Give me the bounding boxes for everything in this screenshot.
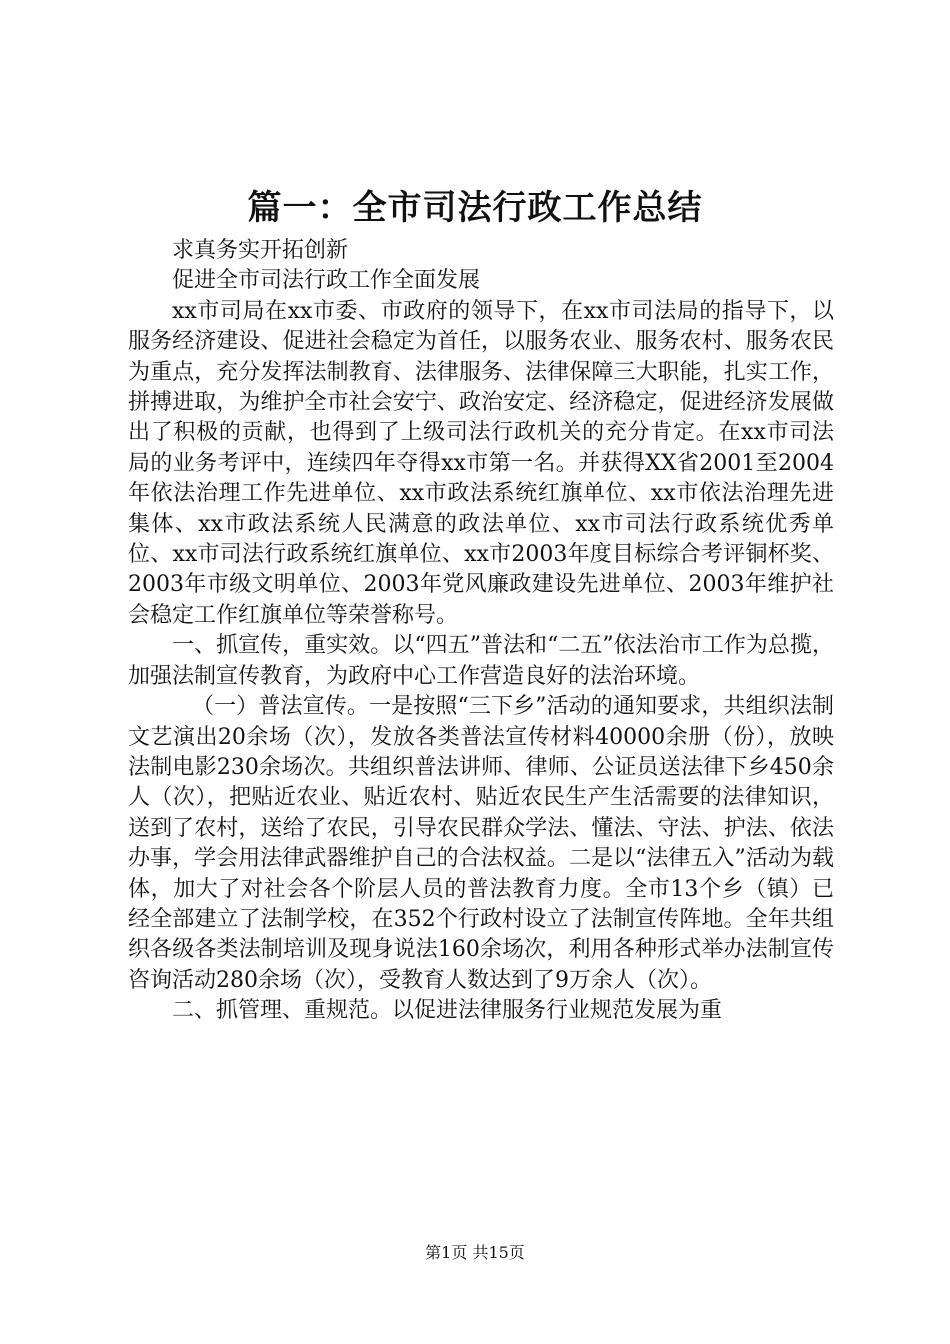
paragraph-section-1: 一、抓宣传，重实效。以“四五”普法和“二五”依法治市工作为总揽，加强法制宣传教育，为政府中心工作营造良好的法治环境。: [128, 633, 834, 689]
document-body: [128, 236, 834, 1027]
paragraph-section-2: 二、抓管理、重规范。以促进法律服务行业规范发展为重: [172, 998, 723, 1024]
document-title: 篇一：全市司法行政工作总结: [247, 188, 703, 228]
paragraph-intro: xx市司局在xx市委、市政府的领导下，在xx市司法局的指导下，以服务经济建设、促进社会稳定为首任，以服务农业、服务农村、服务农民为重点，充分发挥法制教育、法律服务、法律保障三大职能，扎实工作，拼搏进取，为维护全市社会安宁、政治安定、经济稳定，促进经济发展做出了积极的贡献，也得到了上级司法行政机关的充分肯定。在xx市司法局的业务考评中，连续四年夺得xx市第一名。并获得XX省2001至2004年依法治理工作先进单位、xx市政法系统红旗单位、xx市依法治理先进集体、xx市政法系统人民满意的政法单位、xx市司法行政系统优秀单位、xx市司法行政系统红旗单位、xx市2003年度目标综合考评铜杯奖、2003年市级文明单位、2003年党风廉政建设先进单位、2003年维护社会稳定工作红旗单位等荣誉称号。: [128, 298, 834, 628]
subtitle-line-2: 促进全市司法行政工作全面发展: [172, 268, 481, 294]
page-number-footer: 第1页 共15页: [425, 1243, 525, 1262]
paragraph-subsection-1: （一）普法宣传。一是按照“三下乡”活动的通知要求，共组织法制文艺演出20余场（次），发放各类普法宣传材料40000余册（份），放映法制电影230余场次。共组织普法讲师、律师、公证员送法律下乡450余人（次），把贴近农业、贴近农村、贴近农民生产生活需要的法律知识，送到了农村，送给了农民，引导农民群众学法、懂法、守法、护法、依法办事，学会用法律武器维护自己的合法权益。二是以“法律五入”活动为载体，加大了对社会各个阶层人员的普法教育力度。全市13个乡（镇）已经全部建立了法制学校，在352个行政村设立了法制宣传阵地。全年共组织各级各类法制培训及现身说法160余场次，利用各种形式举办法制宣传咨询活动280余场（次），受教育人数达到了9万余人（次）。: [128, 694, 834, 993]
subtitle-line-1: 求真务实开拓创新: [172, 238, 349, 263]
